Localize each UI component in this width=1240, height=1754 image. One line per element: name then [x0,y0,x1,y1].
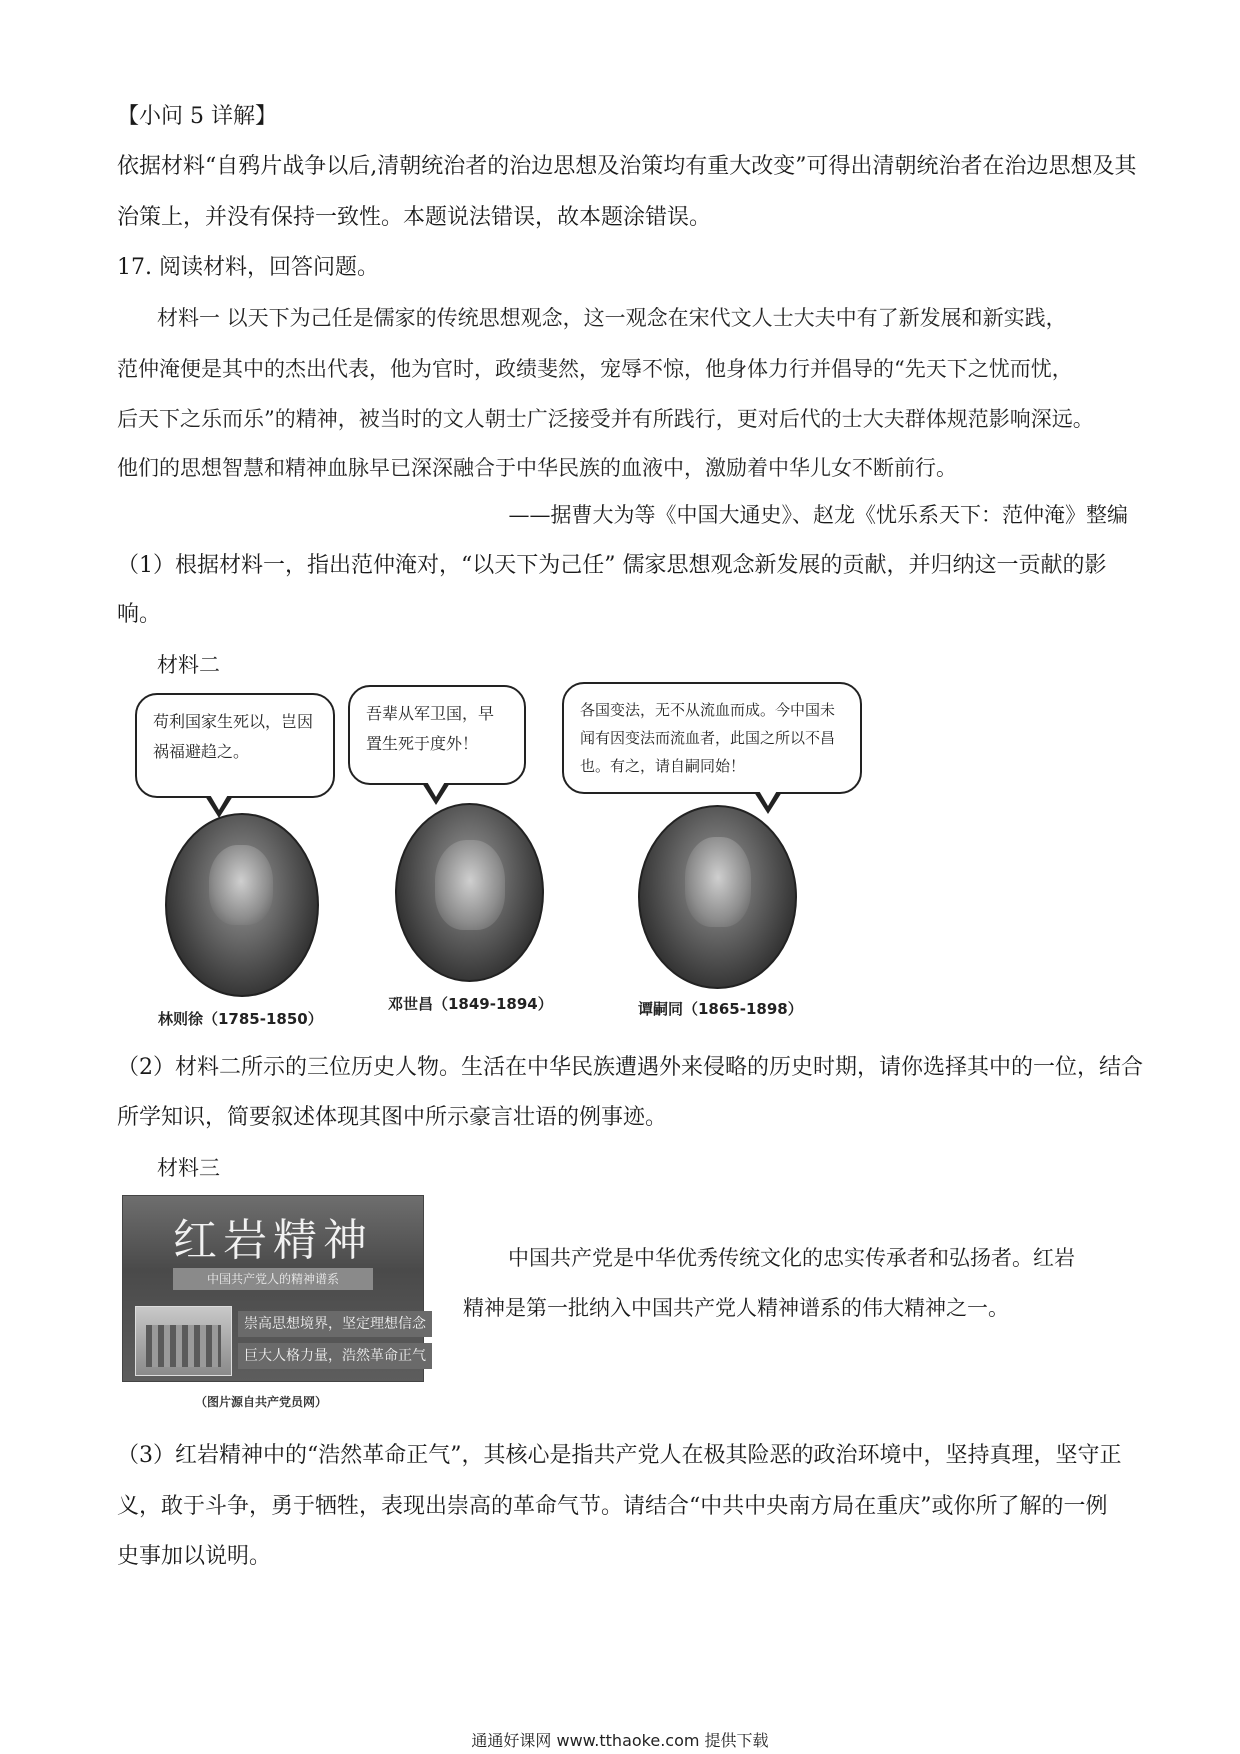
quote-tan-sitong: 各国变法，无不从流血而成。今中国未闻有因变法而流血者，此国之所以不昌也。有之，请自嗣同始！ [580,701,836,775]
caption-lin-zexu: 林则徐（1785-1850） [158,1010,323,1028]
material-1-source: ——据曹大为等《中国大通史》、赵龙《忧乐系天下：范仲淹》整编 [508,503,1128,527]
page-footer: 通通好课网 www.tthaoke.com 提供下载 [471,1731,769,1750]
hongyan-image-caption: （图片源自共产党员网） [195,1395,328,1409]
material-1-line-1: 材料一 以天下为己任是儒家的传统思想观念，这一观念在宋代文人士大夫中有了新发展和新实践， [157,306,1067,330]
question-3-line-2: 义，敢于斗争，勇于牺牲，表现出崇高的革命气节。请结合“中共中央南方局在重庆”或你所了解的一例 [117,1494,1108,1519]
quote-bubble-tan-sitong [562,682,862,794]
material-3-label: 材料三 [157,1156,220,1180]
question-1-line-2: 响。 [117,602,162,627]
answer-5-line-1: 依据材料“自鸦片战争以后,清朝统治者的治边思想及治策均有重大改变”可得出清朝统治者在治边思想及其 [117,154,1137,179]
caption-tan-sitong: 谭嗣同（1865-1898） [638,1000,803,1018]
building-image [135,1306,232,1376]
question-2-line-2: 所学知识，简要叙述体现其图中所示豪言壮语的例事迹。 [117,1105,668,1130]
question-3-line-1: （3）红岩精神中的“浩然革命正气”，其核心是指共产党人在极其险恶的政治环境中，坚持真理，坚守正 [117,1443,1122,1468]
hongyan-text-2: 巨大人格力量，浩然革命正气 [238,1343,432,1369]
material-1-line-4: 他们的思想智慧和精神血脉早已深深融合于中华民族的血液中，激励着中华儿女不断前行。 [117,456,957,480]
caption-deng-shichang: 邓世昌（1849-1894） [388,995,553,1013]
portrait-deng-shichang [395,803,544,982]
quote-bubble-deng-shichang [348,685,526,785]
question-2-line-1: （2）材料二所示的三位历史人物。生活在中华民族遭遇外来侵略的历史时期，请你选择其中的一位，结合 [117,1055,1144,1080]
hongyan-subtitle: 中国共产党人的精神谱系 [173,1268,373,1290]
quote-lin-zexu: 苟利国家生死以，岂因祸福避趋之。 [153,712,314,761]
question-1-line-1: （1）根据材料一，指出范仲淹对，“以天下为己任” 儒家思想观念新发展的贡献，并归纳这一贡献的影 [117,553,1107,578]
question-3-line-3: 史事加以说明。 [117,1544,272,1569]
portrait-lin-zexu [165,813,319,997]
section-header: 【小问 5 详解】 [117,104,277,129]
hongyan-text-1: 崇高思想境界，坚定理想信念 [238,1311,432,1337]
material-2-label: 材料二 [157,653,220,677]
quote-deng-shichang: 吾辈从军卫国，早置生死于度外！ [366,704,495,753]
hongyan-spirit-image [122,1195,424,1382]
hongyan-title: 红岩精神 [173,1215,373,1266]
material-1-line-3: 后天下之乐而乐”的精神，被当时的文人朝士广泛接受并有所践行，更对后代的士大夫群体规范影响深远。 [117,407,1094,431]
question-17-title: 17. 阅读材料，回答问题。 [117,255,379,280]
quote-bubble-lin-zexu [135,693,335,798]
material-3-line-1: 中国共产党是中华优秀传统文化的忠实传承者和弘扬者。红岩 [508,1246,1075,1270]
answer-5-line-2: 治策上，并没有保持一致性。本题说法错误，故本题涂错误。 [117,205,712,230]
material-2-figure [130,685,870,1030]
portrait-tan-sitong [638,805,797,989]
material-3-line-2: 精神是第一批纳入中国共产党人精神谱系的伟大精神之一。 [463,1296,1009,1320]
material-1-line-2: 范仲淹便是其中的杰出代表，他为官时，政绩斐然，宠辱不惊，他身体力行并倡导的“先天下之忧而忧， [117,357,1073,381]
